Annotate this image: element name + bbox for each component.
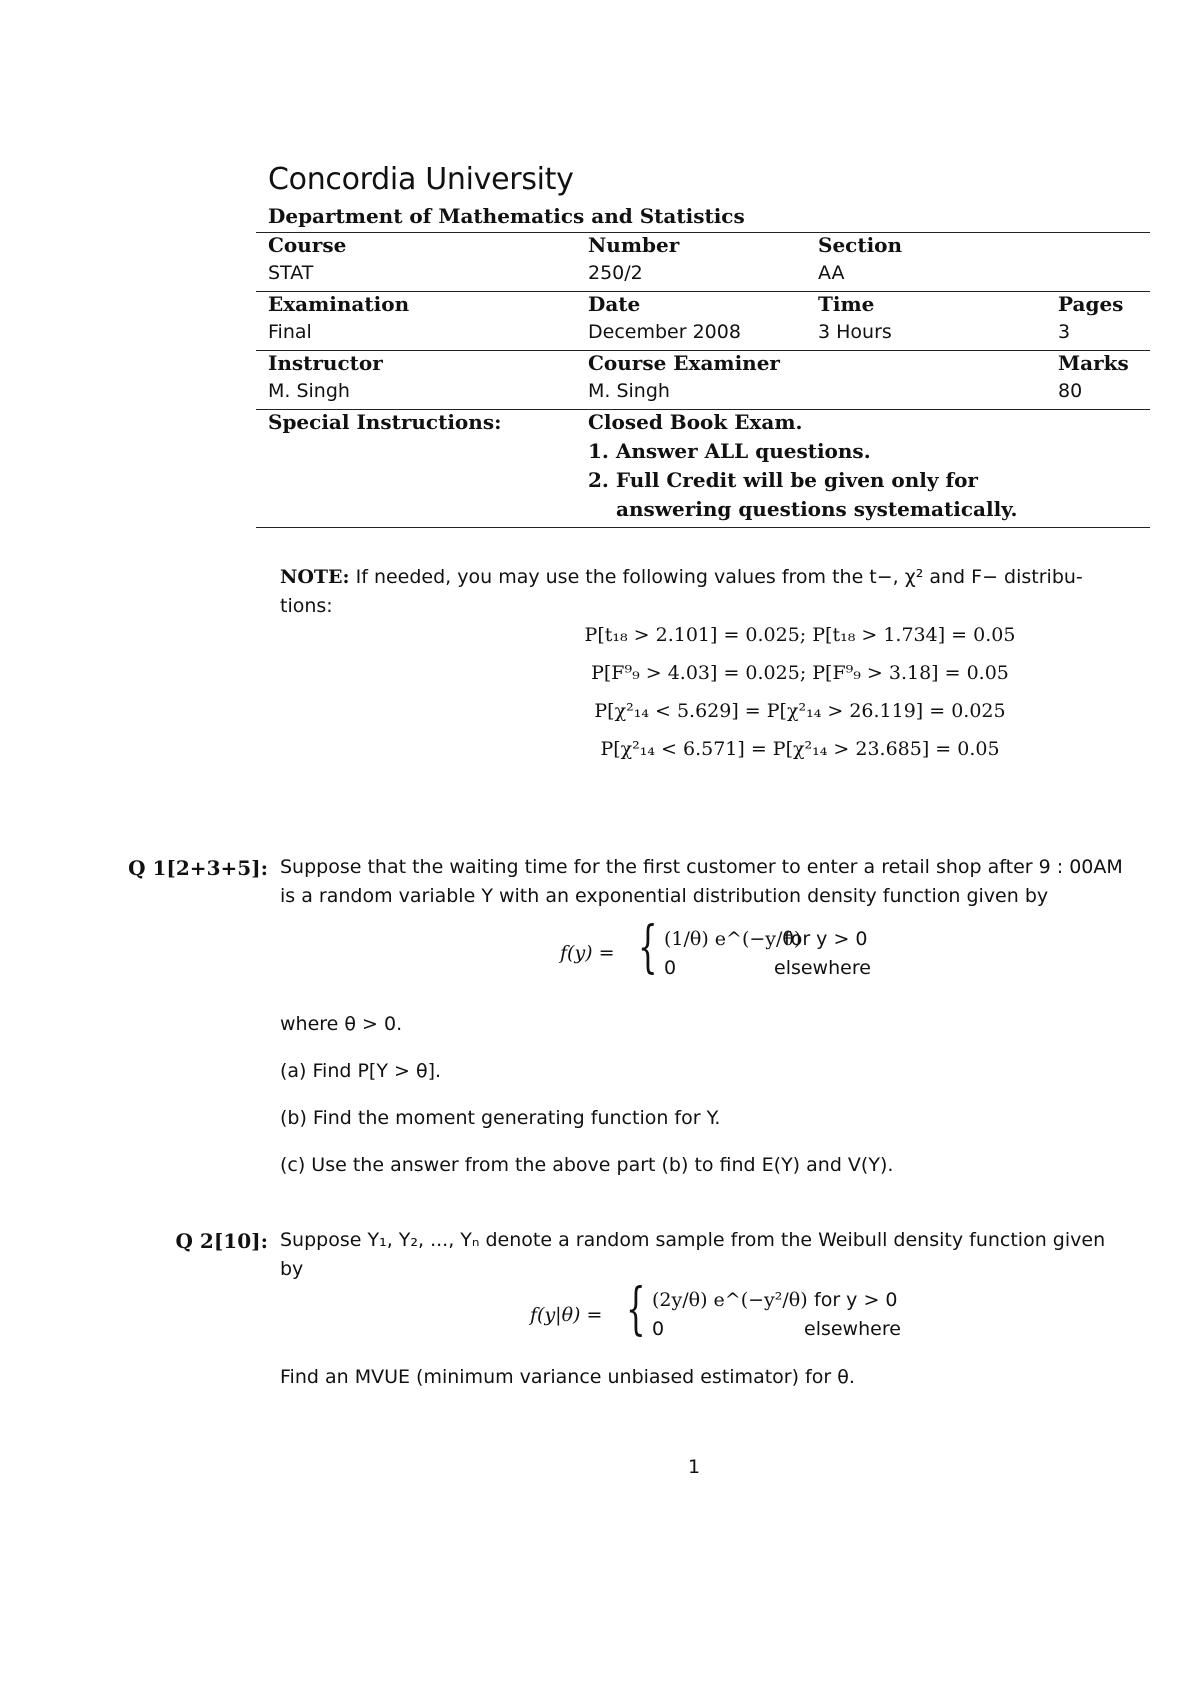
value-date: December 2008 [588, 321, 741, 343]
note-equation-3: P[χ²₁₄ < 5.629] = P[χ²₁₄ > 26.119] = 0.025 [594, 700, 1006, 722]
table-rule-bottom [256, 527, 1150, 528]
question-1-line: is a random variable Y with an exponential distribution density function given by [280, 885, 1049, 907]
q1-part-a: (a) Find P[Y > θ]. [280, 1060, 442, 1082]
q2-function-lhs: f(y|θ) = [530, 1304, 603, 1326]
value-number: 250/2 [588, 262, 643, 284]
q1-case2-expression: 0 [664, 957, 677, 979]
header-examination: Examination [268, 292, 410, 316]
question-1-line: Suppose that the waiting time for the first customer to enter a retail shop after 9 : 00AM [280, 856, 1123, 878]
note-text: If needed, you may use the following values from the t−, χ² and F− distribu- [355, 566, 1083, 588]
header-course-examiner: Course Examiner [588, 351, 780, 375]
q1-case1-expression: (1/θ) e^(−y/θ) [664, 928, 802, 950]
q1-function-lhs: f(y) = [560, 942, 615, 964]
header-date: Date [588, 292, 641, 316]
q1-where: where θ > 0. [280, 1013, 403, 1035]
value-examination: Final [268, 321, 312, 343]
header-instructor: Instructor [268, 351, 383, 375]
header-section: Section [818, 233, 903, 257]
value-instructor: M. Singh [268, 380, 350, 402]
left-brace-icon: { [626, 1277, 646, 1342]
question-2-label: Q 2[10]: [175, 1229, 268, 1253]
left-brace-icon: { [638, 915, 658, 980]
header-pages: Pages [1058, 292, 1124, 316]
q1-part-c: (c) Use the answer from the above part (b) to find E(Y) and V(Y). [280, 1154, 894, 1176]
value-course-examiner: M. Singh [588, 380, 670, 402]
special-instruction-line: Closed Book Exam. [588, 410, 803, 434]
value-marks: 80 [1058, 380, 1083, 402]
q1-case2-condition: elsewhere [774, 957, 871, 979]
note-equation-1: P[t₁₈ > 2.101] = 0.025; P[t₁₈ > 1.734] = 0.05 [584, 624, 1016, 646]
special-instructions-label: Special Instructions: [268, 410, 502, 434]
q2-case2-condition: elsewhere [804, 1318, 901, 1340]
q1-part-b: (b) Find the moment generating function for Y. [280, 1107, 721, 1129]
special-instruction-line: 2. Full Credit will be given only for [588, 468, 978, 492]
page-number: 1 [688, 1456, 701, 1478]
q2-find: Find an MVUE (minimum variance unbiased estimator) for θ. [280, 1366, 855, 1388]
note-line [280, 566, 1083, 588]
note-equation-4: P[χ²₁₄ < 6.571] = P[χ²₁₄ > 23.685] = 0.05 [600, 738, 1000, 760]
note-label: NOTE: [280, 566, 350, 588]
value-pages: 3 [1058, 321, 1071, 343]
header-number: Number [588, 233, 680, 257]
university-name: Concordia University [268, 162, 574, 197]
header-marks: Marks [1058, 351, 1129, 375]
value-section: AA [818, 262, 845, 284]
table-rule-top [256, 232, 1150, 233]
header-course: Course [268, 233, 347, 257]
question-2-line: Suppose Y₁, Y₂, ..., Yₙ denote a random sample from the Weibull density function given [280, 1229, 1106, 1251]
note-text-continued: tions: [280, 595, 333, 617]
q2-case1-condition: for y > 0 [814, 1289, 898, 1311]
header-time: Time [818, 292, 875, 316]
value-course: STAT [268, 262, 314, 284]
note-equation-2: P[F⁹₉ > 4.03] = 0.025; P[F⁹₉ > 3.18] = 0.05 [591, 662, 1009, 684]
question-1-label: Q 1[2+3+5]: [128, 856, 268, 880]
special-instruction-line: 1. Answer ALL questions. [588, 439, 871, 463]
q2-case1-expression: (2y/θ) e^(−y²/θ) [652, 1289, 808, 1311]
special-instruction-line: answering questions systematically. [616, 497, 1018, 521]
question-2-line: by [280, 1258, 304, 1280]
value-time: 3 Hours [818, 321, 892, 343]
q2-case2-expression: 0 [652, 1318, 665, 1340]
q1-case1-condition: for y > 0 [784, 928, 868, 950]
department-name: Department of Mathematics and Statistics [268, 204, 745, 228]
